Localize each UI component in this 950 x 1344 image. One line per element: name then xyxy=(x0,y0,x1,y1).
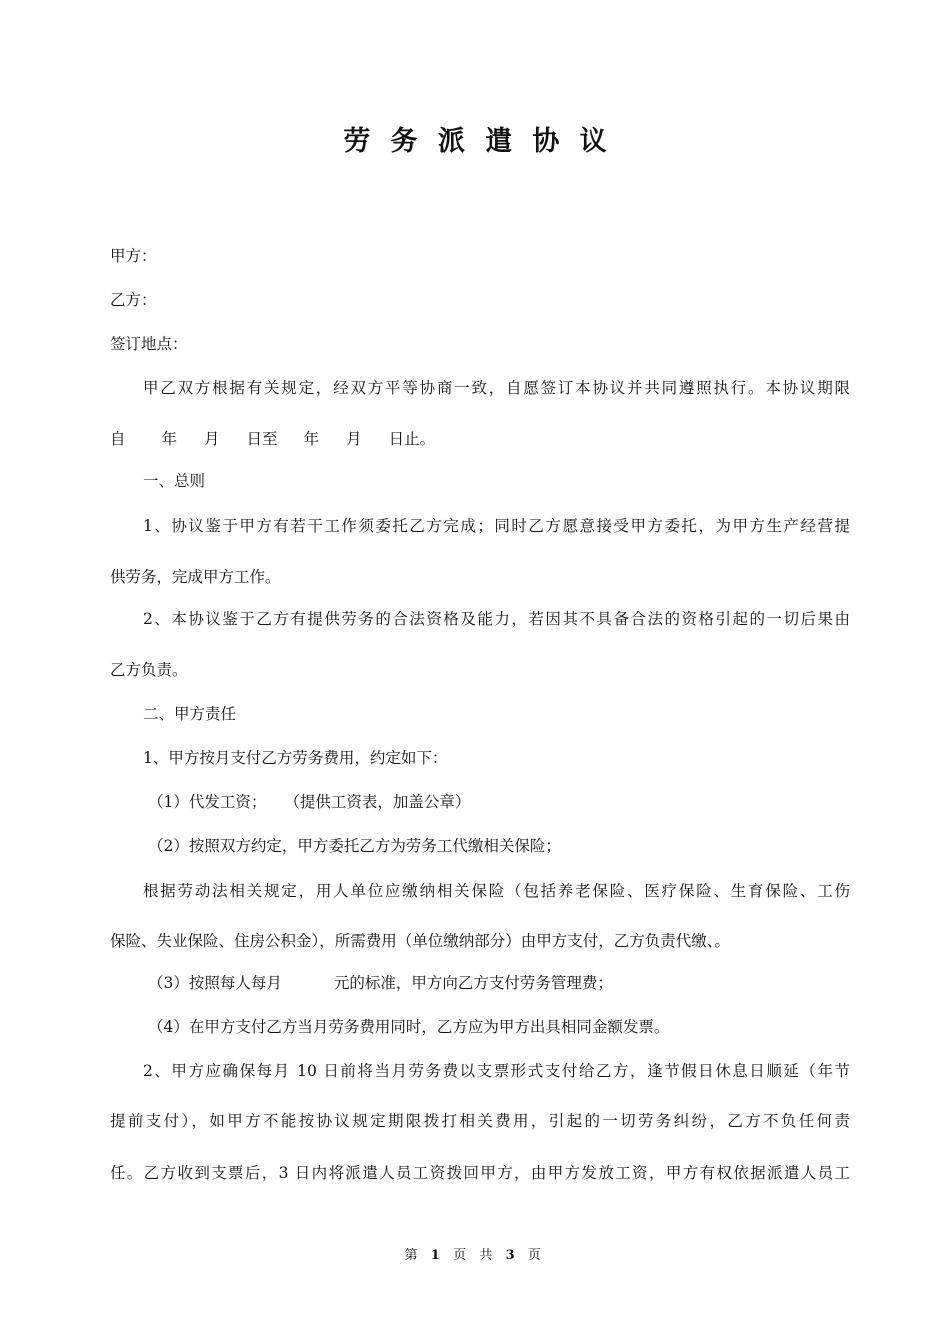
period-year-2: 年 xyxy=(303,430,320,448)
footer-page-number: 1 xyxy=(430,1248,445,1263)
section-1-item-1-line-2: 供劳务，完成甲方工作。 xyxy=(110,568,281,586)
sub-1-text: （1）代发工资； xyxy=(148,793,267,811)
section-1-heading: 一、总则 xyxy=(143,472,206,490)
intro-paragraph-line-1: 甲乙双方根据有关规定，经双方平等协商一致，自愿签订本协议并共同遵照执行。本协议期限 xyxy=(143,379,850,397)
sub-1-note: （提供工资表，加盖公章） xyxy=(284,793,471,811)
section-2-sub-2: （2）按照双方约定，甲方委托乙方为劳务工代缴相关保险； xyxy=(148,837,561,855)
sub-3-text-b: 元的标准，甲方向乙方支付劳务管理费； xyxy=(333,974,613,992)
document-title: 劳务派遣协议 xyxy=(343,126,627,157)
footer-total-pages: 3 xyxy=(505,1248,520,1263)
labor-law-line-2: 保险、失业保险、住房公积金），所需费用（单位缴纳部分）由甲方支付，乙方负责代缴、。 xyxy=(110,932,731,950)
section-1-item-1-line-1: 1、协议鉴于甲方有若干工作须委托乙方完成；同时乙方愿意接受甲方委托，为甲方生产经营提 xyxy=(143,517,850,535)
section-2-sub-1 xyxy=(148,791,850,813)
signing-location-label: 签订地点： xyxy=(110,335,188,353)
agreement-period xyxy=(110,428,850,450)
section-2-heading: 二、甲方责任 xyxy=(143,705,237,723)
period-month-2: 月 xyxy=(346,430,362,448)
period-from: 自 xyxy=(110,430,126,448)
section-2-item-2-line-1: 2、甲方应确保每月 10 日前将当月劳务费以支票形式支付给乙方，逢节假日休息日顺延（年节 xyxy=(143,1062,850,1080)
section-2-item-2-line-3: 任。乙方收到支票后，3 日内将派遣人员工资拨回甲方，由甲方发放工资，甲方有权依据派遣人员工 xyxy=(110,1164,850,1182)
section-2-sub-3 xyxy=(148,972,850,994)
footer-middle: 页 共 xyxy=(453,1248,497,1263)
period-year-1: 年 xyxy=(161,430,178,448)
section-1-item-2-line-2: 乙方负责。 xyxy=(110,661,188,679)
footer-suffix: 页 xyxy=(527,1248,546,1263)
sub-3-text-a: （3）按照每人每月 xyxy=(148,974,282,992)
section-2-sub-4: （4）在甲方支付乙方当月劳务费用同时，乙方应为甲方出具相同金额发票。 xyxy=(148,1018,670,1036)
section-2-item-1: 1、甲方按月支付乙方劳务费用，约定如下： xyxy=(143,749,448,767)
party-a-label: 甲方： xyxy=(110,247,157,265)
party-b-label: 乙方： xyxy=(110,291,157,309)
period-month-1: 月 xyxy=(204,430,220,448)
section-2-item-2-line-2: 提前支付），如甲方不能按协议规定期限拨打相关费用，引起的一切劳务纠纷，乙方不负任何责 xyxy=(110,1112,850,1130)
period-day-1: 日至 xyxy=(246,430,278,448)
footer-prefix: 第 xyxy=(404,1248,423,1263)
period-day-2: 日止。 xyxy=(388,430,436,448)
labor-law-line-1: 根据劳动法相关规定，用人单位应缴纳相关保险（包括养老保险、医疗保险、生育保险、工伤 xyxy=(143,882,850,900)
section-1-item-2-line-1: 2、本协议鉴于乙方有提供劳务的合法资格及能力，若因其不具备合法的资格引起的一切后果由 xyxy=(143,610,850,628)
page-footer xyxy=(0,1246,950,1266)
